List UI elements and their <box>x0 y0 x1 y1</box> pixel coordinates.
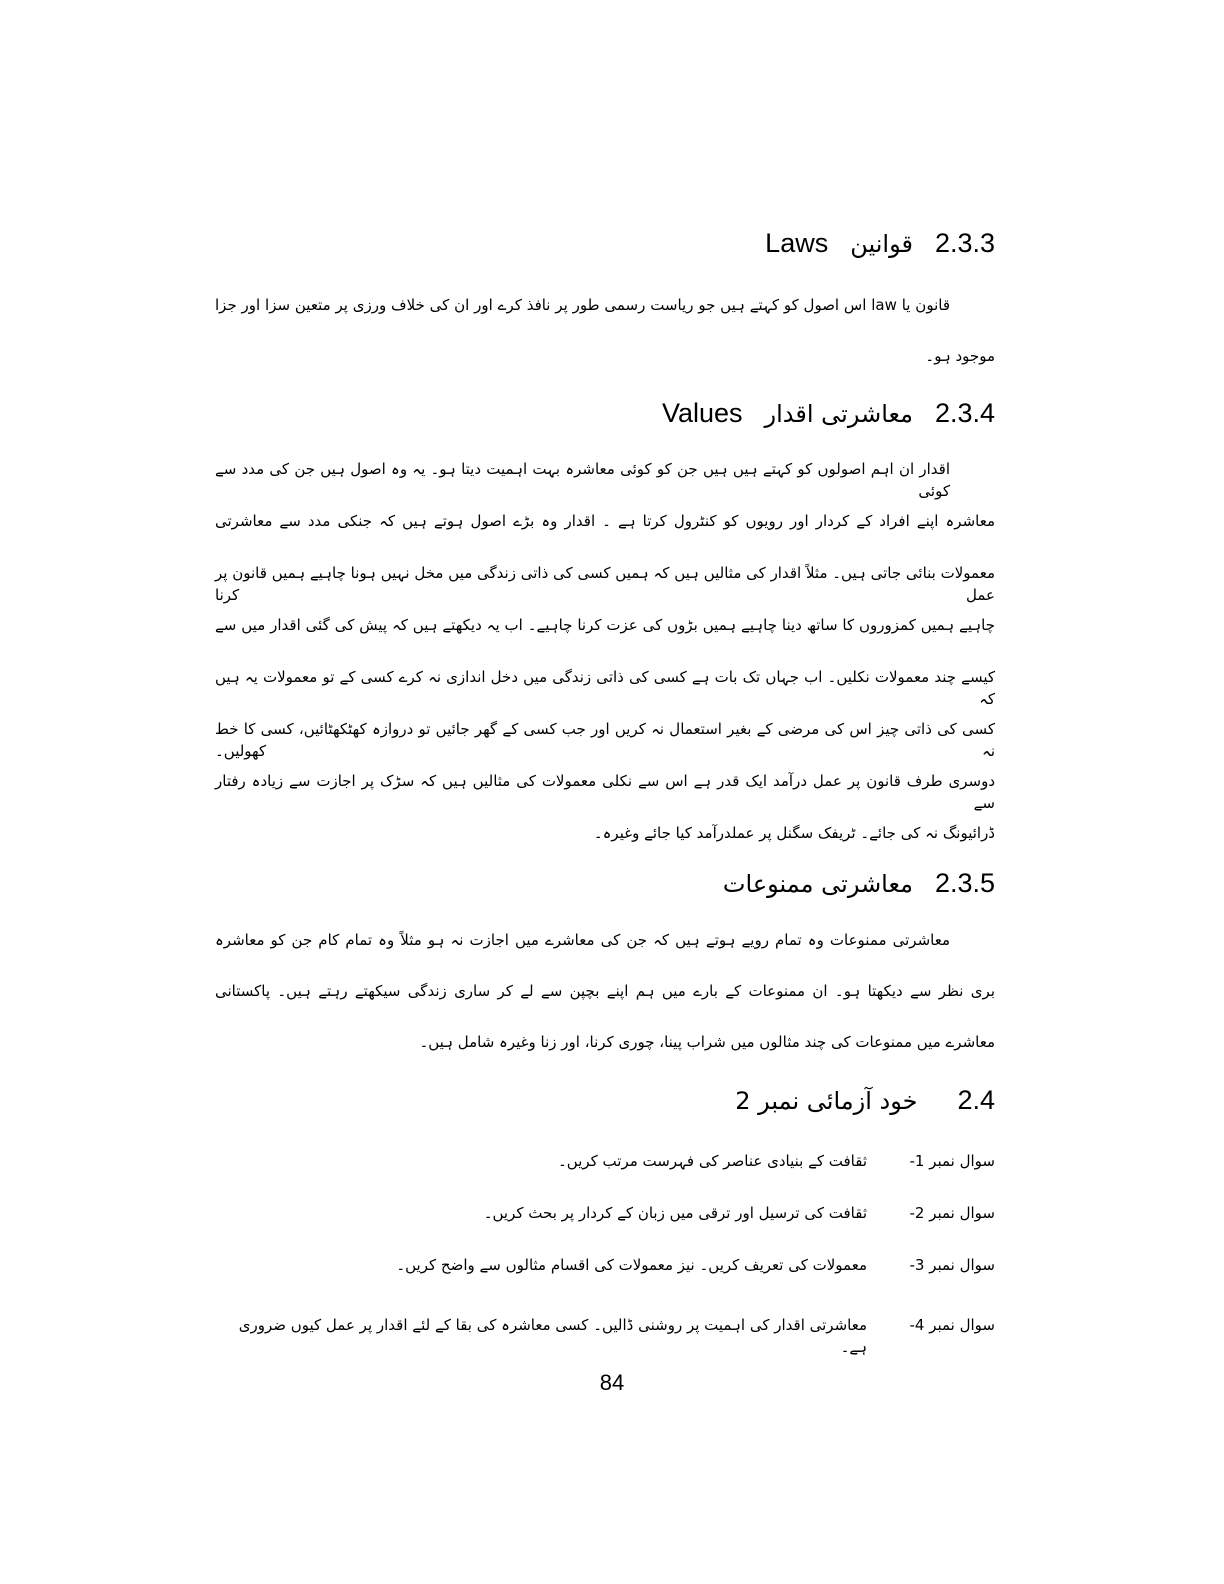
section-heading-values <box>662 398 995 429</box>
question-text: ثقافت کی ترسیل اور ترقی میں زبان کے کردار پر بحث کریں۔ <box>483 1204 867 1222</box>
paragraph-line: کیسے چند معمولات نکلیں۔ اب جہاں تک بات ہے کسی کی ذاتی زندگی میں دخل اندازی نہ کرے کسی کے تو معمولات یہ ہیں کہ <box>215 668 995 708</box>
paragraph-line: معاشرے میں ممنوعات کی چند مثالوں میں شراب پینا، چوری کرنا، اور زنا وغیرہ شامل ہیں۔ <box>419 1033 995 1051</box>
paragraph-line: معاشرتی ممنوعات وہ تمام رویے ہوتے ہیں کہ جن کی معاشرے میں اجازت نہ ہو مثلاً وہ تمام کام جن کو معاشرہ <box>215 931 950 949</box>
section-number: 2.4 <box>957 1085 995 1115</box>
section-title-urdu: معاشرتی ممنوعات <box>722 870 913 898</box>
paragraph-line: قانون یا law اس اصول کو کہتے ہیں جو ریاست رسمی طور پر نافذ کرے اور ان کی خلاف ورزی پر متعین سزا اور جزا <box>215 296 950 314</box>
section-title-urdu: قوانین <box>850 230 913 258</box>
section-title-urdu: خود آزمائی نمبر 2 <box>735 1087 918 1115</box>
question-text: معمولات کی تعریف کریں۔ نیز معمولات کی اقسام مثالوں سے واضح کریں۔ <box>396 1256 867 1274</box>
question-label: سوال نمبر 1- <box>909 1152 995 1170</box>
paragraph-line: چاہیے ہمیں کمزوروں کا ساتھ دینا چاہیے ہمیں بڑوں کی عزت کرنا چاہیے۔ اب یہ دیکھتے ہیں کہ پیش کی گئی اقدار میں سے <box>215 616 995 634</box>
paragraph-line: معمولات بنائی جاتی ہیں۔ مثلاً اقدار کی مثالیں ہیں کہ ہمیں کسی کی ذاتی زندگی میں مخل نہیں ہونا چاہیے ہمیں قانون پر عمل کرنا <box>215 564 995 604</box>
paragraph-line: موجود ہو۔ <box>925 347 995 365</box>
paragraph-line: کسی کی ذاتی چیز اس کی مرضی کے بغیر استعمال نہ کریں اور جب کسی کے گھر جائیں تو دروازہ کھٹکھٹائیں، کسی کا خط نہ کھولیں۔ <box>215 720 995 760</box>
section-number: 2.3.4 <box>934 398 995 428</box>
question-label: سوال نمبر 2- <box>909 1204 995 1222</box>
paragraph-line: اقدار ان اہم اصولوں کو کہتے ہیں ہیں جن کو کوئی معاشرہ بہت اہمیت دیتا ہو۔ یہ وہ اصول ہیں جن کی مدد سے کوئی <box>215 460 950 500</box>
question-text: معاشرتی اقدار کی اہمیت پر روشنی ڈالیں۔ کسی معاشرہ کی بقا کے لئے اقدار پر عمل کیوں ضروری ہے۔ <box>238 1316 867 1356</box>
question-item <box>215 1202 995 1224</box>
question-item <box>215 1150 995 1172</box>
section-title-english: Values <box>661 398 743 428</box>
question-item <box>215 1254 995 1276</box>
section-title-english: Laws <box>765 228 829 258</box>
question-item <box>215 1314 995 1358</box>
section-heading-self-test <box>735 1085 995 1116</box>
section-heading-taboos <box>723 868 995 899</box>
question-text: ثقافت کے بنیادی عناصر کی فہرست مرتب کریں۔ <box>557 1152 867 1170</box>
question-label: سوال نمبر 4- <box>909 1316 995 1334</box>
section-number: 2.3.5 <box>934 868 995 898</box>
paragraph-line: ڈرائیونگ نہ کی جائے۔ ٹریفک سگنل پر عملدرآمد کیا جائے وغیرہ۔ <box>593 824 995 842</box>
paragraph-line: دوسری طرف قانون پر عمل درآمد ایک قدر ہے اس سے نکلی معمولات کی مثالیں ہیں کہ سڑک پر اجازت سے زیادہ رفتار سے <box>215 772 995 812</box>
page-number: 84 <box>599 1370 625 1395</box>
section-heading-laws <box>765 228 995 259</box>
section-title-urdu: معاشرتی اقدار <box>764 400 913 428</box>
paragraph-line: بری نظر سے دیکھتا ہو۔ ان ممنوعات کے بارے میں ہم اپنے بچپن سے لے کر ساری زندگی سیکھتے رہتے ہیں۔ پاکستانی <box>215 982 995 1000</box>
question-label: سوال نمبر 3- <box>909 1256 995 1274</box>
section-number: 2.3.3 <box>934 228 995 258</box>
paragraph-line: معاشرہ اپنے افراد کے کردار اور رویوں کو کنٹرول کرتا ہے ۔ اقدار وہ بڑے اصول ہوتے ہیں کہ جنکی مدد سے معاشرتی <box>215 512 995 530</box>
